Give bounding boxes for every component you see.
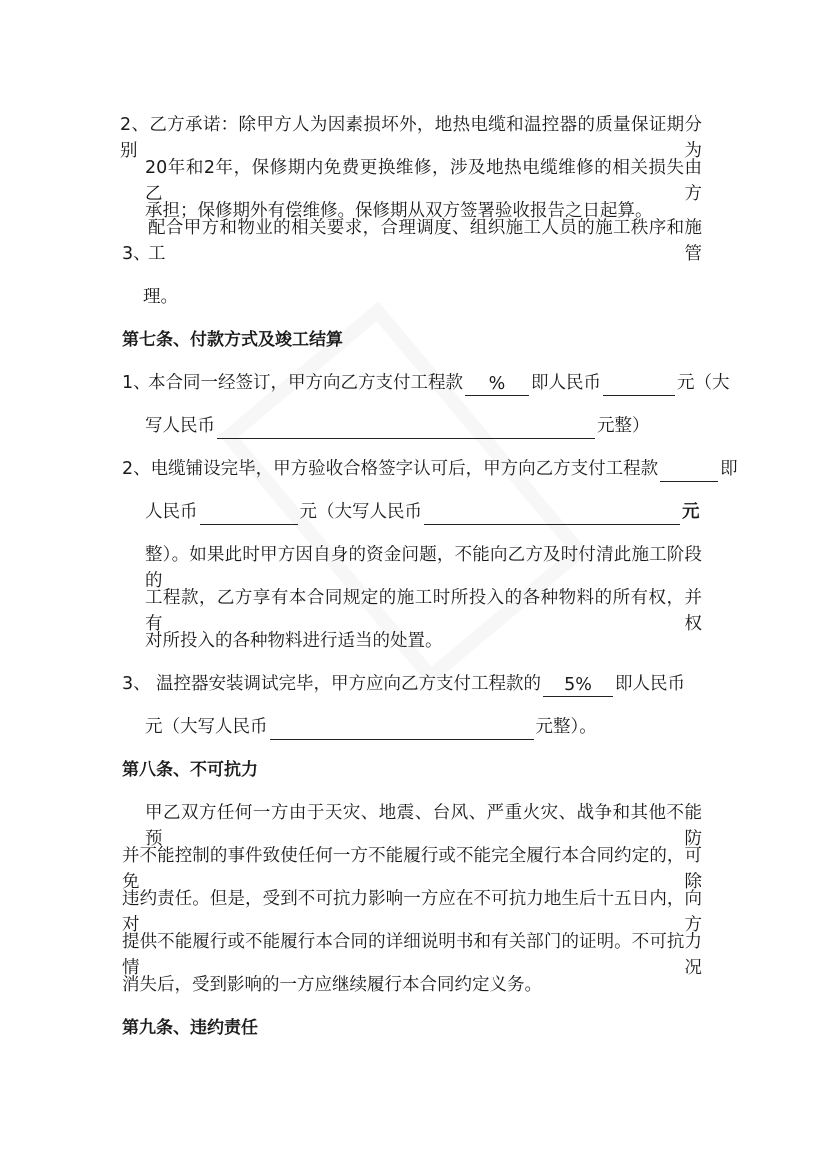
article7-p1-line1 [122,370,730,396]
p1-amount-blank[interactable] [603,373,675,396]
p3-percent-blank[interactable]: 5% [543,674,613,697]
p1-number: 1、 [122,373,151,393]
item3-text: 配合甲方和物业的相关要求，合理调度、组织施工人员的施工秩序和施工管 [148,218,702,264]
p1-capital-blank[interactable] [217,416,595,439]
p2-text: 2、电缆铺设完毕，甲方验收合格签字认可后，甲方向乙方支付工程款 [122,459,659,479]
p3-capital-blank[interactable] [270,717,534,740]
p1-capital-label: 写人民币 [145,416,215,436]
p3-rmb-label: 即人民币 [615,674,685,694]
article7-p3-line2 [145,714,597,740]
article8-line3: 违约责任。但是，受到不可抗力影响一方应在不可抗力地生后十五日内，向对方 [122,889,702,935]
item3-line2: 理。 [143,287,178,307]
item2-line1: 2、乙方承诺：除甲方人为因素损坏外，地热电缆和温控器的质量保证期分别为 [120,115,702,161]
p2-amount-blank[interactable] [200,502,298,525]
p2-payment-blank[interactable] [660,459,718,482]
article8-line2: 并不能控制的事件致使任何一方不能履行或不能完全履行本合同约定的，可免除 [122,846,702,892]
p1-yuan-label: 元（大 [677,373,730,393]
item2-line3: 承担；保修期外有偿维修。保修期从双方签署验收报告之日起算。 [145,201,653,221]
p2-rmb-label: 人民币 [145,502,198,522]
article8-heading: 第八条、不可抗力 [122,760,258,780]
article7-p2-line2 [145,499,700,525]
p2-yuan: 元 [682,502,700,522]
item3-number: 3、 [122,244,151,264]
p2-capital-label: 元（大写人民币 [299,502,422,522]
p3-end: 元整）。 [535,717,597,737]
p1-text: 本合同一经签订，甲方向乙方支付工程款 [148,373,463,393]
p1-end: 元整） [597,416,650,436]
article8-line4: 提供不能履行或不能履行本合同的详细说明书和有关部门的证明。不可抗力情况 [122,932,702,978]
item3-line1 [122,218,702,267]
item2-line2: 20年和2年，保修期内免费更换维修，涉及地热电缆维修的相关损失由乙方 [145,158,702,204]
article7-p3-line1 [122,671,685,697]
article7-p2-line3: 整）。如果此时甲方因自身的资金问题，不能向乙方及时付清此施工阶段的 [145,545,702,591]
p2-capital-blank[interactable] [424,502,680,525]
p2-ji: 即 [720,459,738,479]
article8-line1: 甲乙双方任何一方由于天灾、地震、台风、严重火灾、战争和其他不能预防 [145,803,702,849]
p1-rmb-label: 即人民币 [531,373,601,393]
article7-p2-line5: 对所投入的各种物料进行适当的处置。 [145,631,443,651]
article7-heading: 第七条、付款方式及竣工结算 [122,330,343,350]
p1-percent-blank[interactable]: % [465,373,529,396]
article7-p1-line2 [145,413,650,439]
p3-capital-label: 元（大写人民币 [145,717,268,737]
article7-p2-line4: 工程款，乙方享有本合同规定的施工时所投入的各种物料的所有权，并有权 [145,588,702,634]
article8-line5: 消失后，受到影响的一方应继续履行本合同约定义务。 [122,975,542,995]
p3-text: 温控器安装调试完毕，甲方应向乙方支付工程款的 [156,674,541,694]
article7-p2-line1 [122,456,738,482]
article9-heading: 第九条、违约责任 [122,1018,258,1038]
p3-number: 3、 [122,674,151,694]
